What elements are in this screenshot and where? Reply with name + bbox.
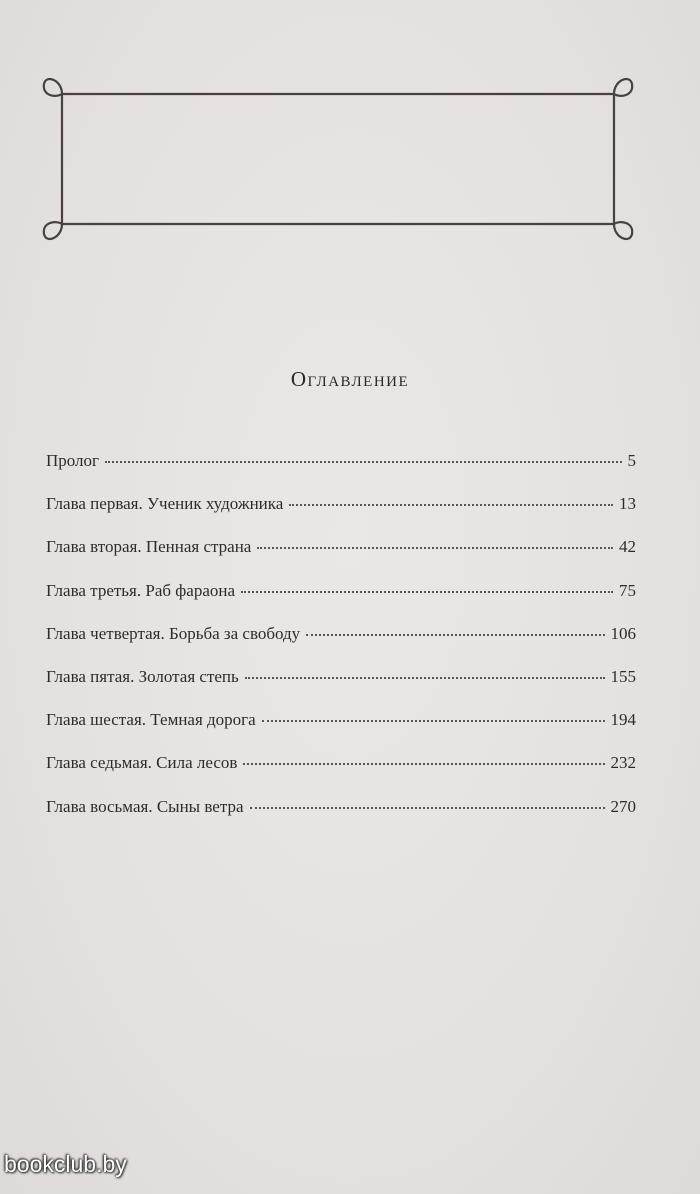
toc-entry	[46, 495, 636, 538]
site-watermark: bookclub.by	[4, 1151, 127, 1177]
toc-entry	[46, 798, 636, 841]
toc-entry-page: 75	[619, 580, 636, 600]
toc-entry-page: 5	[627, 451, 636, 470]
toc-entry-label: Глава четвертая. Борьба за свободу	[46, 623, 301, 643]
toc-entry	[46, 452, 636, 495]
toc-entry-label: Глава седьмая. Сила лесов	[46, 753, 238, 773]
ornamental-frame	[36, 70, 640, 248]
toc-entry-page: 270	[610, 796, 636, 816]
toc-entry-page: 155	[610, 666, 636, 686]
toc-entry-page: 194	[610, 710, 636, 730]
toc-list	[46, 452, 636, 841]
toc-entry-label: Глава восьмая. Сыны ветра	[46, 796, 244, 816]
dot-leader	[289, 504, 613, 506]
toc-entry-page: 106	[610, 623, 636, 643]
toc-entry-label: Глава пятая. Золотая степь	[46, 666, 239, 686]
toc-entry-label: Глава шестая. Темная дорога	[46, 710, 256, 730]
toc-entry	[46, 668, 636, 711]
dot-leader	[262, 720, 605, 722]
toc-entry-label: Пролог	[46, 451, 100, 470]
toc-entry	[46, 754, 636, 797]
dot-leader	[241, 591, 613, 593]
toc-entry-label: Глава вторая. Пенная страна	[46, 537, 252, 557]
dot-leader	[250, 807, 605, 809]
dot-leader	[245, 677, 605, 679]
dot-leader	[105, 461, 621, 463]
toc-entry-label: Глава третья. Раб фараона	[46, 580, 236, 600]
dot-leader	[243, 763, 604, 765]
toc-entry-page: 42	[619, 537, 636, 557]
dot-leader	[306, 634, 604, 636]
toc-entry	[46, 711, 636, 754]
toc-entry-page: 232	[610, 753, 636, 773]
toc-entry-label: Глава первая. Ученик художника	[46, 494, 284, 514]
toc-entry	[46, 538, 636, 581]
toc-entry-page: 13	[619, 494, 636, 514]
toc-entry	[46, 625, 636, 668]
dot-leader	[257, 547, 613, 549]
toc-entry	[46, 582, 636, 625]
toc-title: Оглавление	[290, 367, 410, 391]
